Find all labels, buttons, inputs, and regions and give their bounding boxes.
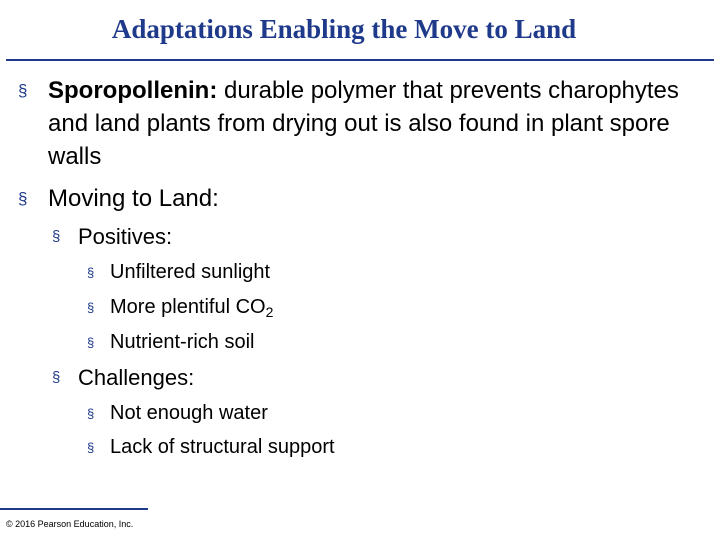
bullet-positives [52,222,172,252]
bullet-text: Nutrient-rich soil [110,331,255,353]
bullet-structural-support [87,434,335,461]
bullet-marker-icon: § [87,335,95,350]
bullet-not-enough-water [87,400,268,427]
bullet-text: Positives: [78,224,173,249]
copyright-footer: © 2016 Pearson Education, Inc. [6,519,134,529]
bullet-text [110,294,273,321]
co2-text: More plentiful CO [110,296,266,318]
footer-divider [0,508,148,510]
bullet-marker-icon: § [18,81,28,100]
bullet-sporopollenin [18,74,698,173]
bullet-text: Not enough water [110,402,268,424]
title-divider [6,59,714,61]
bullet-challenges [52,363,194,393]
bullet-marker-icon: § [52,228,61,245]
bullet-marker-icon: § [87,265,95,280]
bullet-text: Challenges: [78,365,195,390]
bullet-term: Sporopollenin: [48,77,218,104]
bullet-marker-icon: § [87,406,95,421]
bullet-marker-icon: § [18,189,28,208]
bullet-nutrient-rich-soil [87,329,254,356]
bullet-unfiltered-sunlight [87,259,270,286]
bullet-text: Unfiltered sunlight [110,261,271,283]
bullet-text [48,74,698,173]
bullet-co2 [87,294,273,321]
slide-title: Adaptations Enabling the Move to Land [111,14,577,44]
bullet-description: durable polymer that prevents charophytes and land plants from drying out is also found in plant spore walls [48,77,679,170]
bullet-text: Moving to Land: [48,185,219,212]
bullet-marker-icon: § [87,440,95,455]
bullet-moving-to-land [18,182,219,215]
co2-subscript: 2 [265,304,274,320]
bullet-marker-icon: § [52,369,61,386]
bullet-text: Lack of structural support [110,436,335,458]
bullet-marker-icon: § [87,300,95,315]
